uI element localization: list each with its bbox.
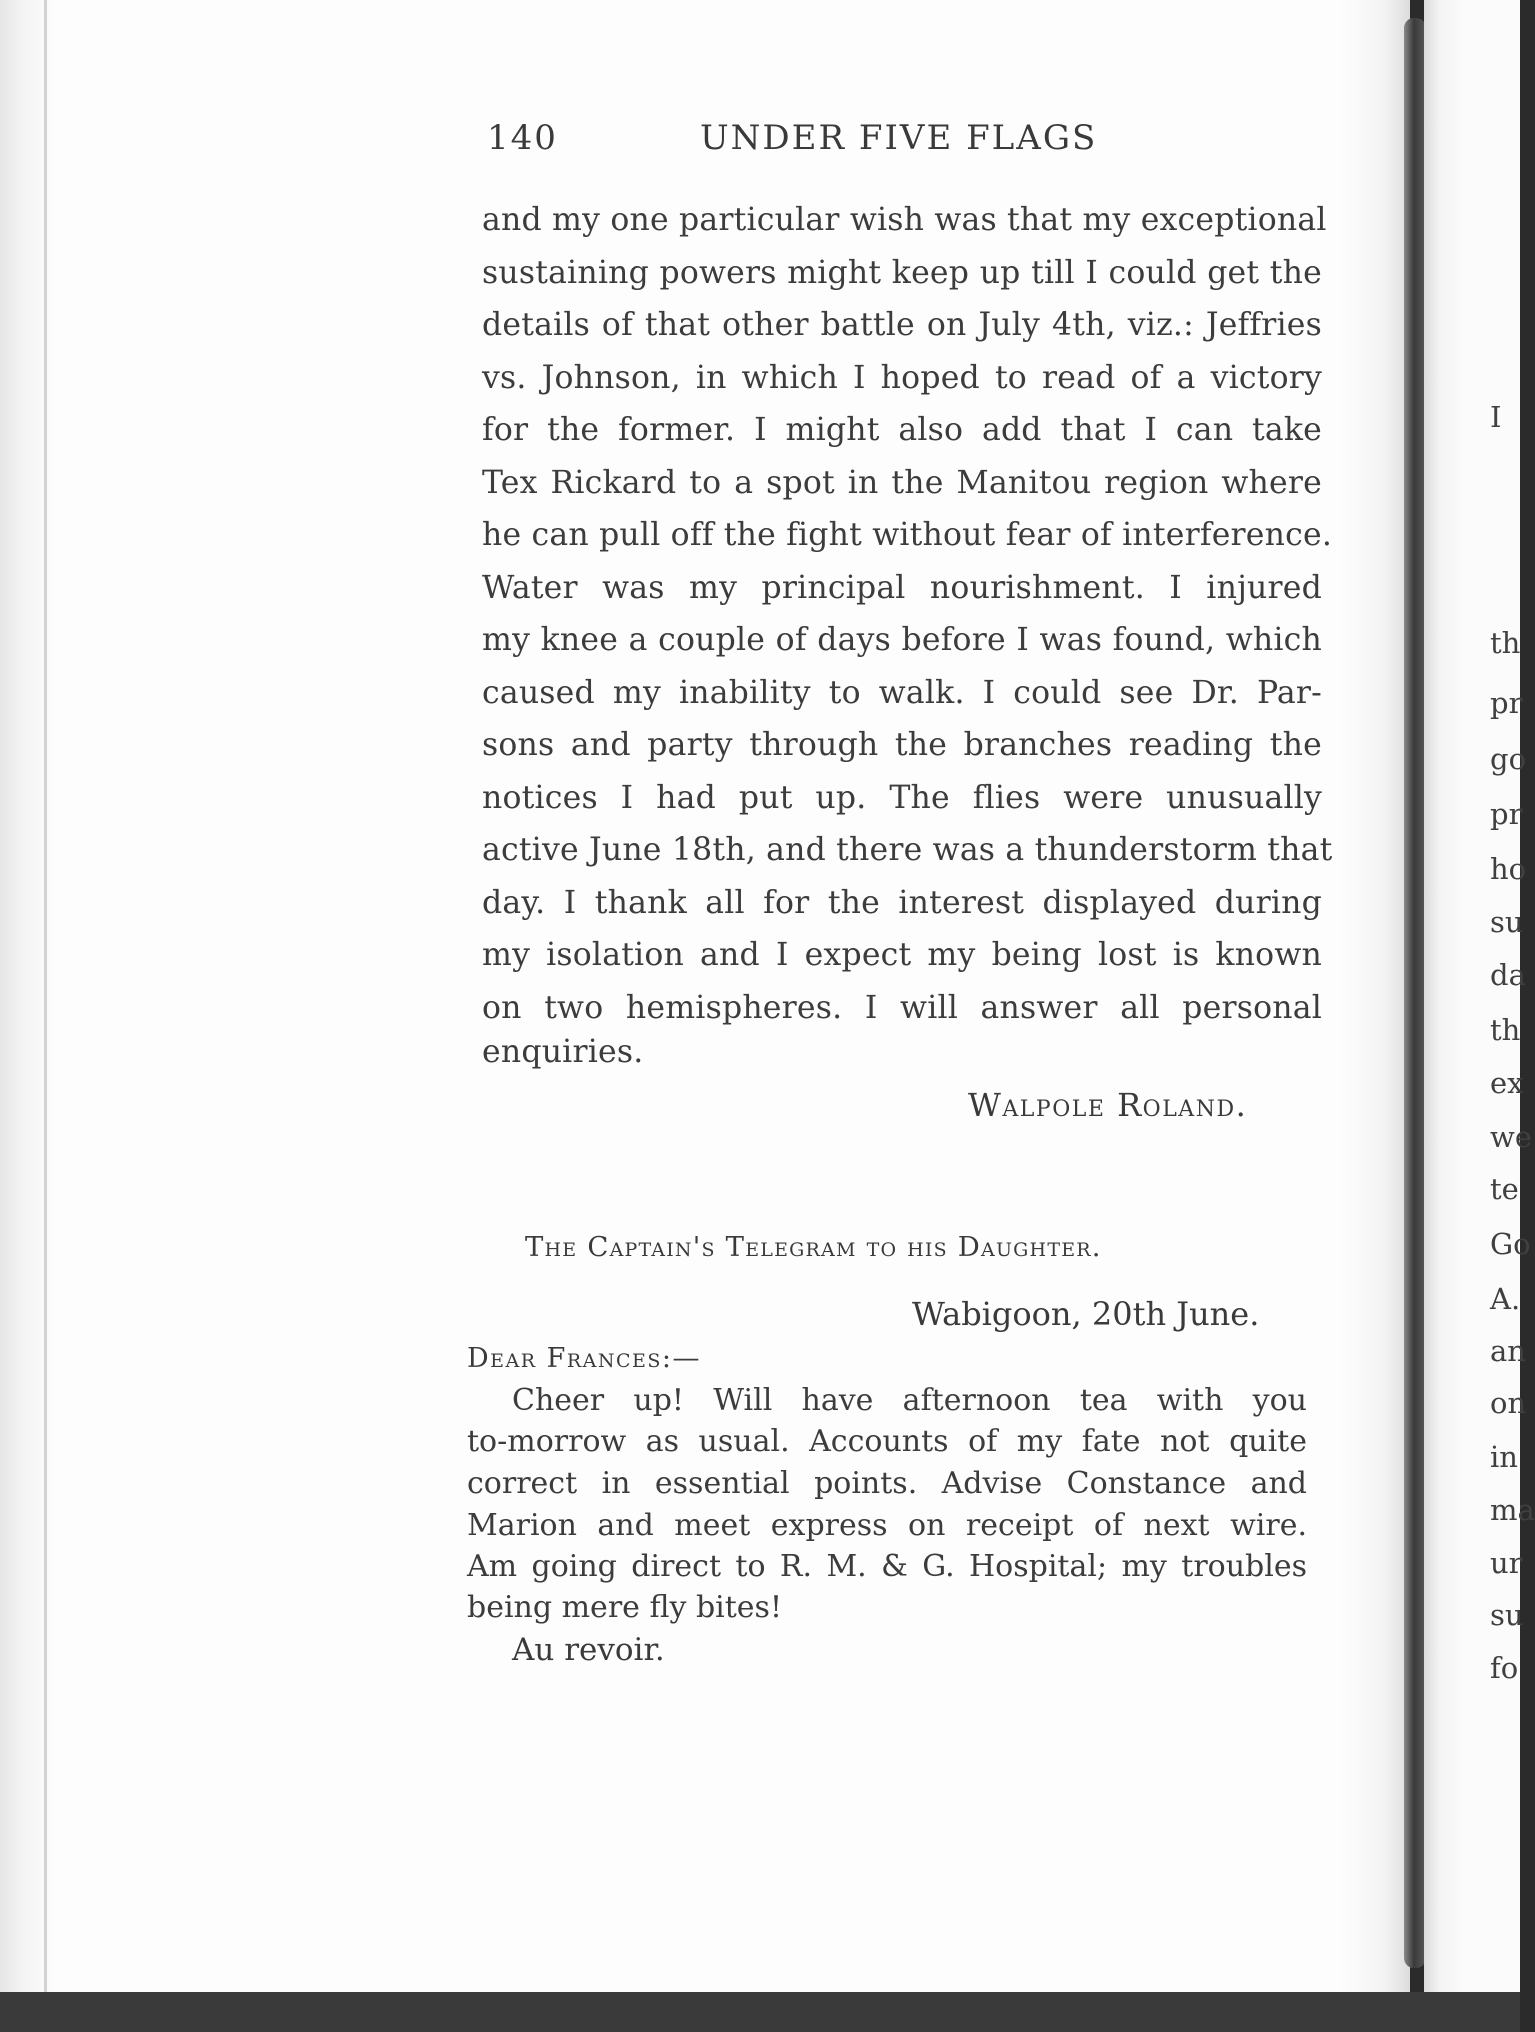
facing-page-fragment: pr — [1490, 797, 1523, 831]
section-heading: The Captain's Telegram to his Daughter. — [525, 1231, 1102, 1263]
page-number: 140 — [487, 118, 558, 158]
body-line: my isolation and I expect my being lost is known — [482, 937, 1322, 973]
facing-page-fragment: pr — [1490, 686, 1523, 720]
telegram-line: Cheer up! Will have afternoon tea with you — [512, 1383, 1307, 1418]
facing-page-fragment: da — [1490, 958, 1526, 992]
facing-page-fragment: ur — [1490, 1546, 1523, 1580]
body-line: enquiries. — [482, 1034, 644, 1070]
telegram-line: correct in essential points. Advise Constance and — [467, 1466, 1307, 1501]
facing-page-fragment: on — [1490, 1386, 1527, 1420]
running-title: UNDER FIVE FLAGS — [700, 118, 1098, 158]
body-line: details of that other battle on July 4th, viz.: Jeffries — [482, 307, 1322, 343]
dateline: Wabigoon, 20th June. — [912, 1295, 1260, 1333]
facing-page-fragment: th — [1490, 626, 1521, 660]
body-line: sons and party through the branches reading the — [482, 727, 1322, 763]
facing-page-fragment: su — [1490, 1598, 1524, 1632]
facing-page-fragment: go — [1490, 742, 1527, 776]
body-line: Tex Rickard to a spot in the Manitou region where — [482, 465, 1322, 501]
facing-page-fragment: Go — [1490, 1227, 1531, 1261]
telegram-line: to-morrow as usual. Accounts of my fate not quite — [467, 1424, 1307, 1459]
facing-page-fragment: ex — [1490, 1066, 1524, 1100]
body-line: on two hemispheres. I will answer all personal — [482, 990, 1322, 1026]
body-line: for the former. I might also add that I can take — [482, 412, 1322, 448]
body-line: my knee a couple of days before I was found, which — [482, 622, 1322, 658]
facing-page-fragment: ma — [1490, 1493, 1535, 1527]
facing-page-fragment: su — [1490, 905, 1524, 939]
scan-background — [0, 1992, 1520, 2032]
book-gutter — [1404, 18, 1426, 1968]
facing-page — [1424, 0, 1523, 1992]
facing-page-fragment: we — [1490, 1120, 1532, 1154]
facing-page-fragment: I — [1490, 400, 1502, 434]
telegram-line: being mere fly bites! — [467, 1590, 782, 1625]
facing-page-fragment: te — [1490, 1172, 1519, 1206]
body-line: notices I had put up. The flies were unusually — [482, 780, 1322, 816]
body-line: vs. Johnson, in which I hoped to read of a victory — [482, 360, 1322, 396]
telegram-line: Marion and meet express on receipt of next wire. — [467, 1508, 1307, 1543]
facing-page-fragment: fo — [1490, 1651, 1519, 1685]
body-line: and my one particular wish was that my exceptional — [482, 202, 1327, 238]
body-line: caused my inability to walk. I could see Dr. Par- — [482, 675, 1322, 711]
telegram-line: Am going direct to R. M. & G. Hospital; my troubles — [467, 1549, 1307, 1584]
signature: Walpole Roland. — [968, 1086, 1248, 1124]
page-edge-line — [44, 0, 47, 1992]
facing-page-fragment: an — [1490, 1334, 1526, 1368]
facing-page-fragment: th — [1490, 1013, 1521, 1047]
facing-page-fragment: A. — [1490, 1282, 1521, 1316]
salutation: Dear Frances:— — [467, 1343, 702, 1374]
closing: Au revoir. — [512, 1632, 665, 1668]
facing-page-fragment: in — [1490, 1440, 1518, 1474]
body-line: sustaining powers might keep up till I could get the — [482, 255, 1322, 291]
body-line: he can pull off the fight without fear of interference. — [482, 517, 1333, 553]
body-line: Water was my principal nourishment. I injured — [482, 570, 1322, 606]
facing-page-fragment: ho — [1490, 852, 1527, 886]
body-line: active June 18th, and there was a thunderstorm that — [482, 832, 1333, 868]
body-line: day. I thank all for the interest displayed during — [482, 885, 1322, 921]
